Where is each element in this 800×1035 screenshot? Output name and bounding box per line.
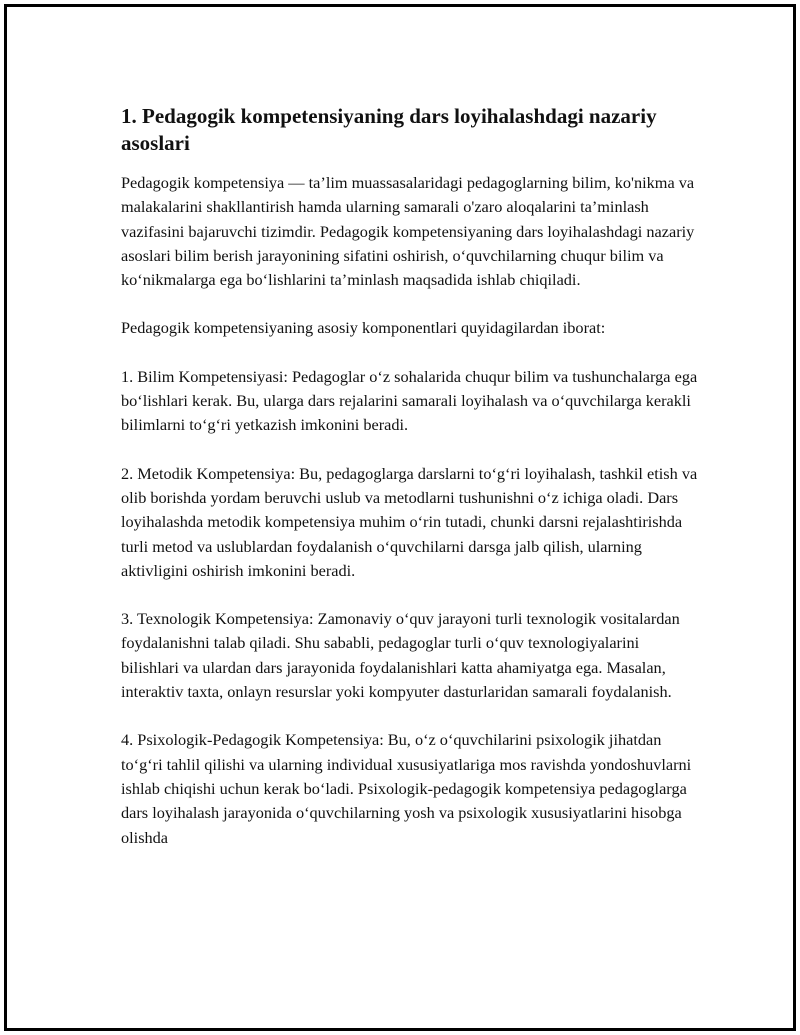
document-body (121, 103, 701, 874)
document-page (4, 4, 796, 1031)
section-heading: 1. Pedagogik kompetensiyaning dars loyihalashdagi nazariy asoslari (121, 104, 657, 155)
paragraph-technological-competence: 3. Texnologik Kompetensiya: Zamonaviy o‘quv jarayoni turli texnologik vositalardan foydalanishni talab qiladi. Shu sababli, pedagoglar turli o‘quv texnologiyalarini bilishlari va ulardan dars jarayonida foydalanishlari katta ahamiyatga ega. Masalan, interaktiv taxta, onlayn resurslar yoki kompyuter dasturlaridan samarali foydalanish. (121, 609, 680, 702)
paragraph-components-lead: Pedagogik kompetensiyaning asosiy komponentlari quyidagilardan iborat: (121, 318, 606, 338)
paragraph-methodical-competence: 2. Metodik Kompetensiya: Bu, pedagoglarga darslarni to‘g‘ri loyihalash, tashkil etish va olib borishda yordam beruvchi uslub va metodlarni tushunishni o‘z ichiga oladi. Dars loyihalashda metodik kompetensiya muhim o‘rin tutadi, chunki darsni rejalashtirishda turli metod va uslublardan foydalanish o‘quvchilarni darsga jalb qilish, ularning aktivligini oshirish imkonini beradi. (121, 463, 698, 580)
paragraph-psychological-competence: 4. Psixologik-Pedagogik Kompetensiya: Bu, o‘z o‘quvchilarini psixologik jihatdan to‘g‘ri tahlil qilishi va ularning individual xususiyatlariga mos ravishda yondoshuvlarni ishlab chiqishi uchun kerak bo‘ladi. Psixologik-pedagogik kompetensiya pedagoglarga dars loyihalash jarayonida o‘quvchilarning yosh va psixologik xususiyatlarini hisobga olishda (121, 730, 692, 847)
paragraph-intro: Pedagogik kompetensiya — ta’lim muassasalaridagi pedagoglarning bilim, ko'nikma va malakalarini shakllantirish hamda ularning samarali o'zaro aloqalarini ta’minlash vazifasini bajaruvchi tizimdir. Pedagogik kompetensiyaning dars loyihalashdagi nazariy asoslari bilim berish jarayonining sifatini oshirish, o‘quvchilarning chuqur bilim va ko‘nikmalarga ega bo‘lishlarini ta’minlash maqsadida ishlab chiqiladi. (121, 173, 695, 290)
paragraph-knowledge-competence: 1. Bilim Kompetensiyasi: Pedagoglar o‘z sohalarida chuqur bilim va tushunchalarga ega bo‘lishlari kerak. Bu, ularga dars rejalarini samarali loyihalash va o‘quvchilarga kerakli bilimlarni to‘g‘ri yetkazish imkonini beradi. (121, 366, 698, 435)
